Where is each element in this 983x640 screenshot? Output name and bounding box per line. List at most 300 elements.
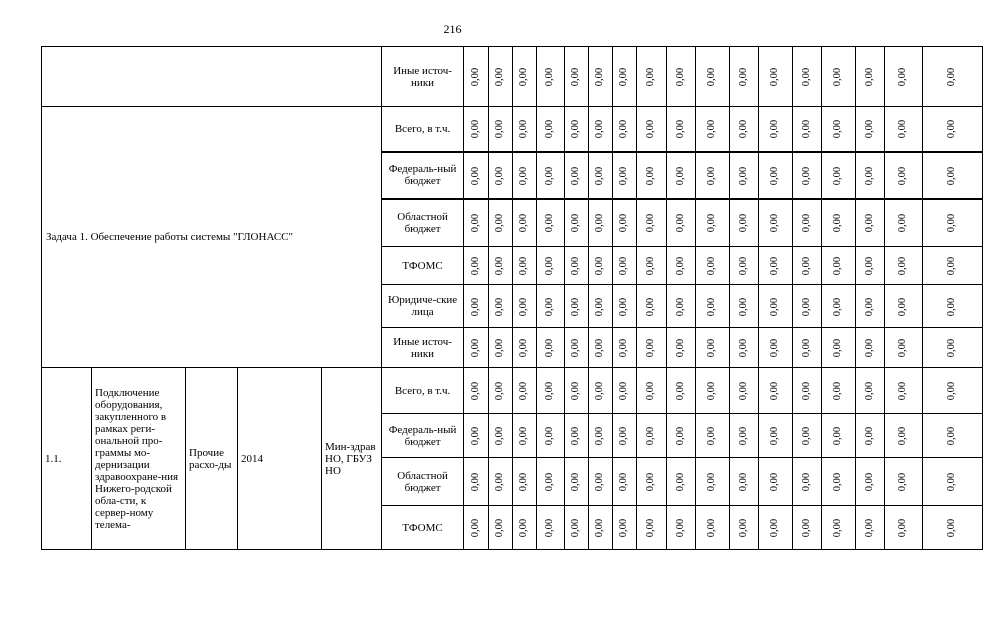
- value-text: 0,00: [946, 256, 958, 276]
- value-text: 0,00: [645, 426, 657, 446]
- value-text: 0,00: [470, 472, 482, 492]
- value-cell: [464, 328, 489, 368]
- value-text: 0,00: [594, 426, 606, 446]
- value-text: 0,00: [570, 67, 582, 87]
- value-text: 0,00: [470, 214, 482, 233]
- value-text: 0,00: [897, 120, 909, 139]
- value-text: 0,00: [864, 166, 876, 185]
- value-text: 0,00: [618, 297, 630, 316]
- value-cell: [589, 368, 613, 414]
- value-text: 0,00: [594, 338, 606, 358]
- value-text: 0,00: [864, 426, 876, 446]
- value-cell: [822, 414, 856, 458]
- value-text: 0,00: [518, 472, 530, 492]
- value-cell: [793, 247, 822, 285]
- value-text: 0,00: [675, 472, 687, 492]
- value-text: 0,00: [738, 166, 750, 185]
- value-cell: [537, 107, 565, 152]
- value-text: 0,00: [769, 381, 781, 401]
- value-text: 0,00: [544, 120, 556, 139]
- value-cell: [565, 285, 589, 328]
- value-text: 0,00: [470, 120, 482, 139]
- value-text: 0,00: [832, 518, 844, 538]
- value-cell: [613, 107, 637, 152]
- value-text: 0,00: [864, 297, 876, 316]
- value-cell: [696, 414, 730, 458]
- value-cell: [822, 107, 856, 152]
- value-cell: [793, 414, 822, 458]
- source-cell: Иные источ-ники: [382, 328, 464, 368]
- value-text: 0,00: [832, 214, 844, 233]
- value-cell: [822, 247, 856, 285]
- source-cell: ТФОМС: [382, 506, 464, 550]
- value-text: 0,00: [706, 120, 718, 139]
- value-text: 0,00: [738, 214, 750, 233]
- value-text: 0,00: [494, 338, 506, 358]
- value-cell: [759, 368, 793, 414]
- value-cell: [885, 458, 923, 506]
- value-cell: [856, 199, 885, 247]
- value-text: 0,00: [706, 426, 718, 446]
- value-cell: [464, 152, 489, 199]
- value-text: 0,00: [946, 338, 958, 358]
- value-cell: [565, 152, 589, 199]
- value-cell: [856, 368, 885, 414]
- value-cell: [464, 458, 489, 506]
- value-text: 0,00: [645, 297, 657, 316]
- value-text: 0,00: [897, 381, 909, 401]
- value-cell: [793, 368, 822, 414]
- value-cell: [565, 328, 589, 368]
- item-category: Прочие расхо-ды: [186, 368, 238, 550]
- value-cell: [589, 152, 613, 199]
- value-cell: [613, 414, 637, 458]
- value-text: 0,00: [832, 426, 844, 446]
- value-text: 0,00: [706, 338, 718, 358]
- value-cell: [489, 414, 513, 458]
- value-text: 0,00: [897, 297, 909, 316]
- value-text: 0,00: [801, 381, 813, 401]
- value-cell: [613, 368, 637, 414]
- value-text: 0,00: [801, 297, 813, 316]
- value-cell: [822, 199, 856, 247]
- value-text: 0,00: [706, 214, 718, 233]
- value-text: 0,00: [645, 338, 657, 358]
- value-cell: [613, 199, 637, 247]
- value-text: 0,00: [946, 472, 958, 492]
- value-text: 0,00: [618, 120, 630, 139]
- value-text: 0,00: [801, 426, 813, 446]
- value-text: 0,00: [832, 381, 844, 401]
- value-cell: [513, 107, 537, 152]
- table-row: [42, 107, 983, 152]
- value-cell: [856, 247, 885, 285]
- value-text: 0,00: [769, 256, 781, 276]
- value-text: 0,00: [675, 67, 687, 87]
- value-text: 0,00: [570, 256, 582, 276]
- value-cell: [513, 152, 537, 199]
- value-cell: [613, 285, 637, 328]
- value-text: 0,00: [864, 518, 876, 538]
- value-text: 0,00: [769, 426, 781, 446]
- value-cell: [730, 107, 759, 152]
- value-cell: [637, 458, 667, 506]
- value-text: 0,00: [738, 426, 750, 446]
- value-cell: [613, 328, 637, 368]
- value-text: 0,00: [618, 256, 630, 276]
- value-cell: [667, 506, 696, 550]
- value-text: 0,00: [570, 297, 582, 316]
- value-text: 0,00: [832, 67, 844, 87]
- value-cell: [489, 328, 513, 368]
- value-text: 0,00: [570, 166, 582, 185]
- value-cell: [589, 107, 613, 152]
- value-text: 0,00: [946, 297, 958, 316]
- value-text: 0,00: [494, 518, 506, 538]
- value-text: 0,00: [518, 67, 530, 87]
- value-cell: [793, 458, 822, 506]
- value-text: 0,00: [618, 338, 630, 358]
- value-cell: [759, 107, 793, 152]
- value-cell: [489, 47, 513, 107]
- value-text: 0,00: [706, 381, 718, 401]
- value-text: 0,00: [645, 518, 657, 538]
- value-cell: [637, 107, 667, 152]
- value-text: 0,00: [801, 67, 813, 87]
- value-text: 0,00: [570, 381, 582, 401]
- value-text: 0,00: [570, 120, 582, 139]
- value-cell: [464, 107, 489, 152]
- value-text: 0,00: [675, 426, 687, 446]
- value-cell: [759, 285, 793, 328]
- value-text: 0,00: [570, 426, 582, 446]
- value-cell: [637, 328, 667, 368]
- value-text: 0,00: [769, 67, 781, 87]
- value-cell: [589, 414, 613, 458]
- value-text: 0,00: [897, 214, 909, 233]
- value-text: 0,00: [946, 166, 958, 185]
- value-cell: [537, 152, 565, 199]
- value-text: 0,00: [864, 67, 876, 87]
- value-text: 0,00: [570, 214, 582, 233]
- value-cell: [565, 458, 589, 506]
- value-cell: [537, 285, 565, 328]
- value-text: 0,00: [946, 214, 958, 233]
- value-text: 0,00: [544, 297, 556, 316]
- value-text: 0,00: [470, 166, 482, 185]
- value-text: 0,00: [570, 518, 582, 538]
- value-cell: [565, 414, 589, 458]
- value-text: 0,00: [518, 297, 530, 316]
- value-cell: [464, 247, 489, 285]
- value-text: 0,00: [769, 214, 781, 233]
- task-title: Задача 1. Обеспечение работы системы "ГЛОНАСС": [42, 107, 382, 368]
- value-cell: [589, 47, 613, 107]
- value-cell: [696, 368, 730, 414]
- value-text: 0,00: [675, 166, 687, 185]
- value-cell: [537, 199, 565, 247]
- value-text: 0,00: [738, 518, 750, 538]
- value-text: 0,00: [738, 381, 750, 401]
- value-cell: [489, 285, 513, 328]
- value-text: 0,00: [494, 166, 506, 185]
- value-text: 0,00: [675, 338, 687, 358]
- value-cell: [489, 199, 513, 247]
- value-text: 0,00: [738, 297, 750, 316]
- value-cell: [513, 414, 537, 458]
- value-text: 0,00: [544, 214, 556, 233]
- value-text: 0,00: [594, 472, 606, 492]
- value-text: 0,00: [544, 426, 556, 446]
- source-cell: Федераль-ный бюджет: [382, 152, 464, 199]
- value-text: 0,00: [594, 518, 606, 538]
- value-text: 0,00: [618, 381, 630, 401]
- value-text: 0,00: [897, 426, 909, 446]
- value-cell: [856, 506, 885, 550]
- value-text: 0,00: [738, 472, 750, 492]
- value-cell: [537, 506, 565, 550]
- value-text: 0,00: [738, 120, 750, 139]
- value-text: 0,00: [706, 297, 718, 316]
- value-cell: [822, 285, 856, 328]
- value-cell: [489, 107, 513, 152]
- value-text: 0,00: [832, 120, 844, 139]
- value-text: 0,00: [470, 297, 482, 316]
- value-cell: [565, 107, 589, 152]
- value-cell: [885, 107, 923, 152]
- value-cell: [589, 199, 613, 247]
- value-text: 0,00: [864, 120, 876, 139]
- value-cell: [667, 107, 696, 152]
- value-text: 0,00: [618, 518, 630, 538]
- value-cell: [513, 285, 537, 328]
- value-text: 0,00: [675, 256, 687, 276]
- value-text: 0,00: [769, 338, 781, 358]
- table-row: [42, 47, 983, 107]
- item-work-description: Подключение оборудования, закупленного в рамках реги-ональной про-граммы мо-дернизации здравоохране-ния Нижего-родской обла-сти, к сервер-ному телема-: [92, 368, 186, 550]
- value-text: 0,00: [645, 256, 657, 276]
- value-cell: [923, 414, 983, 458]
- source-cell: Всего, в т.ч.: [382, 107, 464, 152]
- value-text: 0,00: [518, 214, 530, 233]
- value-cell: [696, 328, 730, 368]
- value-cell: [513, 368, 537, 414]
- item-number: 1.1.: [42, 368, 92, 550]
- value-text: 0,00: [801, 166, 813, 185]
- value-text: 0,00: [518, 426, 530, 446]
- value-text: 0,00: [544, 67, 556, 87]
- value-cell: [513, 199, 537, 247]
- value-text: 0,00: [769, 120, 781, 139]
- value-text: 0,00: [738, 256, 750, 276]
- value-cell: [759, 458, 793, 506]
- value-cell: [759, 152, 793, 199]
- value-cell: [822, 458, 856, 506]
- value-text: 0,00: [594, 120, 606, 139]
- value-text: 0,00: [618, 67, 630, 87]
- value-text: 0,00: [832, 297, 844, 316]
- value-cell: [730, 458, 759, 506]
- value-text: 0,00: [675, 120, 687, 139]
- value-cell: [589, 285, 613, 328]
- value-cell: [537, 328, 565, 368]
- value-text: 0,00: [801, 338, 813, 358]
- value-text: 0,00: [645, 67, 657, 87]
- value-text: 0,00: [897, 256, 909, 276]
- value-text: 0,00: [801, 214, 813, 233]
- value-text: 0,00: [494, 120, 506, 139]
- value-text: 0,00: [801, 518, 813, 538]
- value-cell: [923, 152, 983, 199]
- value-cell: [513, 247, 537, 285]
- value-cell: [730, 199, 759, 247]
- value-text: 0,00: [618, 166, 630, 185]
- value-text: 0,00: [706, 472, 718, 492]
- value-cell: [489, 247, 513, 285]
- value-text: 0,00: [675, 518, 687, 538]
- value-cell: [759, 414, 793, 458]
- value-cell: [696, 199, 730, 247]
- value-cell: [885, 47, 923, 107]
- value-text: 0,00: [544, 472, 556, 492]
- value-text: 0,00: [897, 472, 909, 492]
- value-text: 0,00: [675, 381, 687, 401]
- value-cell: [464, 285, 489, 328]
- value-cell: [696, 107, 730, 152]
- value-cell: [923, 285, 983, 328]
- value-text: 0,00: [544, 166, 556, 185]
- value-text: 0,00: [946, 67, 958, 87]
- value-cell: [464, 368, 489, 414]
- value-text: 0,00: [544, 256, 556, 276]
- value-cell: [537, 414, 565, 458]
- value-cell: [730, 152, 759, 199]
- value-cell: [667, 414, 696, 458]
- value-cell: [885, 328, 923, 368]
- value-cell: [696, 506, 730, 550]
- source-cell: ТФОМС: [382, 247, 464, 285]
- value-cell: [637, 368, 667, 414]
- value-cell: [856, 152, 885, 199]
- value-text: 0,00: [832, 166, 844, 185]
- value-cell: [637, 506, 667, 550]
- value-text: 0,00: [864, 472, 876, 492]
- value-text: 0,00: [801, 120, 813, 139]
- value-text: 0,00: [864, 338, 876, 358]
- value-cell: [464, 506, 489, 550]
- value-cell: [885, 368, 923, 414]
- value-text: 0,00: [494, 256, 506, 276]
- value-cell: [637, 247, 667, 285]
- value-cell: [637, 285, 667, 328]
- value-text: 0,00: [470, 426, 482, 446]
- value-cell: [885, 247, 923, 285]
- source-cell: Юридиче-ские лица: [382, 285, 464, 328]
- value-text: 0,00: [570, 472, 582, 492]
- value-cell: [613, 152, 637, 199]
- value-cell: [667, 458, 696, 506]
- value-text: 0,00: [645, 472, 657, 492]
- value-cell: [464, 47, 489, 107]
- value-cell: [565, 247, 589, 285]
- value-cell: [793, 199, 822, 247]
- value-text: 0,00: [518, 256, 530, 276]
- value-cell: [565, 47, 589, 107]
- value-text: 0,00: [494, 214, 506, 233]
- value-cell: [537, 247, 565, 285]
- value-cell: [793, 285, 822, 328]
- value-cell: [464, 414, 489, 458]
- value-cell: [696, 247, 730, 285]
- value-cell: [613, 506, 637, 550]
- value-text: 0,00: [946, 381, 958, 401]
- value-cell: [923, 506, 983, 550]
- value-text: 0,00: [518, 120, 530, 139]
- value-cell: [667, 368, 696, 414]
- value-cell: [637, 199, 667, 247]
- value-cell: [613, 458, 637, 506]
- value-cell: [667, 152, 696, 199]
- value-cell: [489, 506, 513, 550]
- value-cell: [822, 368, 856, 414]
- value-cell: [923, 458, 983, 506]
- source-cell: Областной бюджет: [382, 199, 464, 247]
- value-text: 0,00: [518, 518, 530, 538]
- value-text: 0,00: [706, 256, 718, 276]
- value-cell: [537, 47, 565, 107]
- value-cell: [513, 328, 537, 368]
- item-year: 2014: [238, 368, 322, 550]
- value-text: 0,00: [832, 472, 844, 492]
- value-text: 0,00: [645, 120, 657, 139]
- value-cell: [759, 328, 793, 368]
- value-text: 0,00: [769, 518, 781, 538]
- value-cell: [730, 47, 759, 107]
- value-cell: [537, 368, 565, 414]
- value-text: 0,00: [897, 166, 909, 185]
- value-cell: [793, 152, 822, 199]
- value-cell: [793, 107, 822, 152]
- value-text: 0,00: [832, 256, 844, 276]
- value-text: 0,00: [594, 214, 606, 233]
- value-cell: [667, 328, 696, 368]
- value-cell: [565, 199, 589, 247]
- source-cell: Всего, в т.ч.: [382, 368, 464, 414]
- value-cell: [537, 458, 565, 506]
- value-cell: [885, 414, 923, 458]
- value-text: 0,00: [544, 518, 556, 538]
- value-cell: [464, 199, 489, 247]
- value-cell: [822, 152, 856, 199]
- source-cell: Иные источ-ники: [382, 47, 464, 107]
- value-text: 0,00: [594, 297, 606, 316]
- value-cell: [822, 47, 856, 107]
- value-text: 0,00: [494, 67, 506, 87]
- value-cell: [696, 152, 730, 199]
- value-text: 0,00: [864, 214, 876, 233]
- value-text: 0,00: [645, 166, 657, 185]
- value-text: 0,00: [544, 338, 556, 358]
- value-cell: [730, 414, 759, 458]
- value-text: 0,00: [864, 381, 876, 401]
- value-cell: [856, 328, 885, 368]
- item-executor: Мин-здрав НО, ГБУЗ НО: [322, 368, 382, 550]
- value-cell: [885, 199, 923, 247]
- value-text: 0,00: [570, 338, 582, 358]
- value-cell: [923, 199, 983, 247]
- value-text: 0,00: [518, 166, 530, 185]
- value-cell: [696, 285, 730, 328]
